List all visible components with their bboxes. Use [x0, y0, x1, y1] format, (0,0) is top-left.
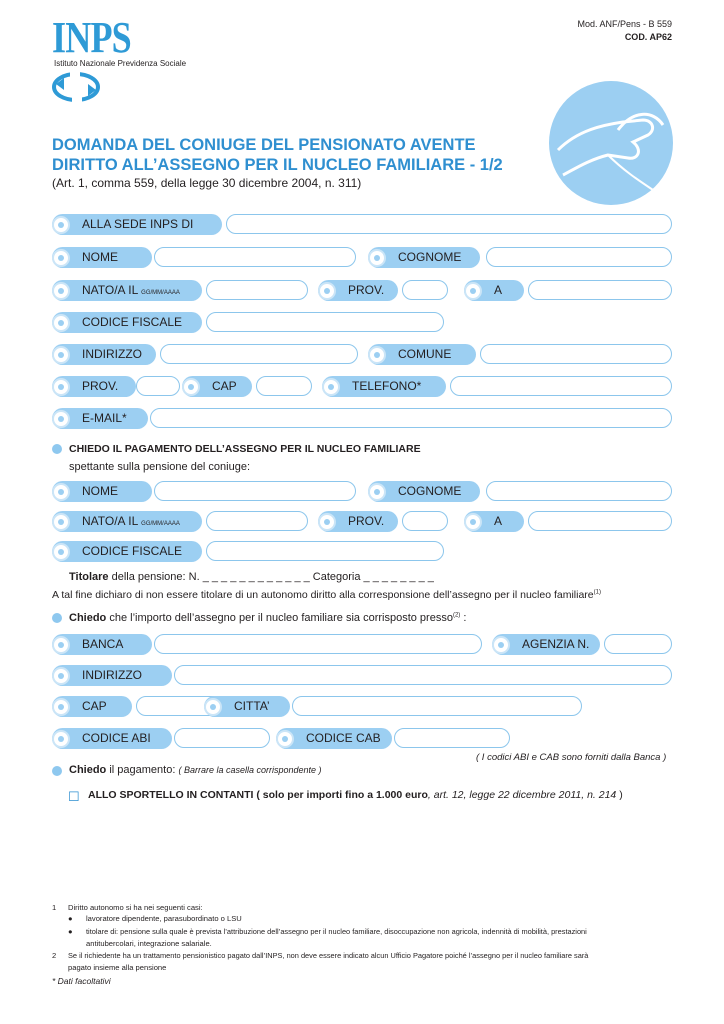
spouse-prov-field[interactable]: [402, 511, 448, 531]
label-abi: CODICE ABI: [52, 728, 172, 749]
label-spouse-codice-fiscale: CODICE FISCALE: [52, 541, 202, 562]
label-knob-icon: [464, 282, 482, 300]
label-comune: COMUNE: [368, 344, 476, 365]
label-knob-icon: [52, 216, 70, 234]
request-heading: CHIEDO IL PAGAMENTO DELL’ASSEGNO PER IL NUCLEO FAMILIARE: [69, 443, 421, 455]
label-cognome: COGNOME: [368, 247, 480, 268]
label-knob-icon: [204, 698, 222, 716]
label-knob-icon: [368, 249, 386, 267]
spouse-cognome-field[interactable]: [486, 481, 672, 501]
label-knob-icon: [52, 730, 70, 748]
form-title: DOMANDA DEL CONIUGE DEL PENSIONATO AVENTE DIRITTO ALL’ASSEGNO PER IL NUCLEO FAMILIARE - 1/2: [52, 136, 503, 174]
sportello-checkbox[interactable]: ☐: [68, 789, 80, 804]
request-sub: spettante sulla pensione del coniuge:: [69, 461, 251, 473]
footnote-2-text: Se il richiedente ha un trattamento pensionistico pagato dall’INPS, non deve essere indicato alcun Ufficio Pagatore poiché l’assegno per il nucleo familiare sarà: [68, 951, 589, 960]
label-indirizzo: INDIRIZZO: [52, 344, 156, 365]
indirizzo-field[interactable]: [160, 344, 358, 364]
label-knob-icon: [52, 483, 70, 501]
label-banca: BANCA: [52, 634, 152, 655]
bullet-dot-icon: ●: [68, 914, 73, 923]
label-agenzia: AGENZIA N.: [492, 634, 600, 655]
label-knob-icon: [368, 483, 386, 501]
label-knob-icon: [52, 513, 70, 531]
footnote-1-bullet-2-cont: antitubercolari, integrazione salariale.: [86, 939, 212, 948]
sede-field[interactable]: [226, 214, 672, 234]
label-knob-icon: [52, 543, 70, 561]
label-a: A: [464, 280, 524, 301]
bank-indirizzo-field[interactable]: [174, 665, 672, 685]
label-knob-icon: [368, 346, 386, 364]
spouse-codice-fiscale-field[interactable]: [206, 541, 444, 561]
sportello-option: ALLO SPORTELLO IN CONTANTI ( solo per importi fino a 1.000 euro, art. 12, legge 22 dicembre 2011, n. 214 ): [88, 789, 623, 801]
label-nome: NOME: [52, 247, 152, 268]
email-field[interactable]: [150, 408, 672, 428]
prov-field[interactable]: [402, 280, 448, 300]
section-bullet-icon: [52, 766, 62, 776]
abi-field[interactable]: [174, 728, 270, 748]
label-prov: PROV.: [318, 280, 398, 301]
birth-date-field[interactable]: [206, 280, 308, 300]
agenzia-field[interactable]: [604, 634, 672, 654]
label-knob-icon: [276, 730, 294, 748]
label-knob-icon: [464, 513, 482, 531]
label-knob-icon: [52, 314, 70, 332]
footnote-1-text: Diritto autonomo si ha nei seguenti casi:: [68, 903, 203, 912]
cap-field[interactable]: [256, 376, 312, 396]
footnote-1-bullet-1: lavoratore dipendente, parasubordinato o LSU: [86, 914, 242, 923]
titolare-line: Titolare della pensione: N. _ _ _ _ _ _ _ _ _ _ _ _ Categoria _ _ _ _ _ _ _ _: [69, 571, 434, 583]
form-subtitle: (Art. 1, comma 559, della legge 30 dicembre 2004, n. 311): [52, 176, 362, 190]
citta-field[interactable]: [292, 696, 582, 716]
label-knob-icon: [52, 410, 70, 428]
declaration: A tal fine dichiaro di non essere titolare di un autonomo diritto alla corresponsione dell’assegno per il nucleo familiare$^{(1)}$: [52, 589, 601, 601]
label-knob-icon: [52, 667, 70, 685]
label-prov-2: PROV.: [52, 376, 136, 397]
section-bullet-icon: [52, 613, 62, 623]
footnote-1-bullet-2: titolare di: pensione sulla quale è prevista l’attribuzione dell’assegno per il nucleo familiare, disoccupazione non agricola, indennità di mobilità, prestazioni: [86, 927, 587, 936]
label-knob-icon: [52, 378, 70, 396]
label-cap: CAP: [182, 376, 252, 397]
abi-cab-note: ( I codici ABI e CAB sono forniti dalla Banca ): [476, 752, 667, 763]
spouse-birth-place-field[interactable]: [528, 511, 672, 531]
telefono-field[interactable]: [450, 376, 672, 396]
prov-2-field[interactable]: [136, 376, 180, 396]
label-knob-icon: [52, 698, 70, 716]
spouse-nome-field[interactable]: [154, 481, 356, 501]
model-code: Mod. ANF/Pens - B 559 COD. AP62: [577, 19, 672, 42]
label-spouse-a: A: [464, 511, 524, 532]
payment-line: Chiedo il pagamento: ( Barrare la casella corrispondente ): [69, 764, 322, 776]
label-telefono: TELEFONO*: [322, 376, 446, 397]
label-knob-icon: [52, 282, 70, 300]
logo-subtitle: Istituto Nazionale Previdenza Sociale: [54, 59, 187, 68]
label-sede: ALLA SEDE INPS DI: [52, 214, 222, 235]
footnote-2-number: 2: [52, 951, 57, 960]
label-email: E-MAIL*: [52, 408, 148, 429]
inps-logo: INPS: [52, 13, 131, 62]
comune-field[interactable]: [480, 344, 672, 364]
label-codice-fiscale: CODICE FISCALE: [52, 312, 202, 333]
banca-field[interactable]: [154, 634, 482, 654]
label-spouse-nato: NATO/A IL GG/MM/AAAA: [52, 511, 202, 532]
label-cab: CODICE CAB: [276, 728, 392, 749]
label-bank-indirizzo: INDIRIZZO: [52, 665, 172, 686]
bullet-dot-icon: ●: [68, 927, 73, 936]
label-knob-icon: [318, 282, 336, 300]
footnote-1-number: 1: [52, 903, 57, 912]
optional-note: * Dati facoltativi: [52, 976, 111, 986]
inps-arrows-icon: [50, 70, 102, 104]
label-spouse-cognome: COGNOME: [368, 481, 480, 502]
label-knob-icon: [318, 513, 336, 531]
spouse-birth-date-field[interactable]: [206, 511, 308, 531]
hands-illustration-icon: [548, 80, 674, 206]
label-spouse-nome: NOME: [52, 481, 152, 502]
nome-field[interactable]: [154, 247, 356, 267]
label-nato: NATO/A IL GG/MM/AAAA: [52, 280, 202, 301]
label-knob-icon: [52, 636, 70, 654]
label-citta: CITTA’: [204, 696, 290, 717]
label-bank-cap: CAP: [52, 696, 132, 717]
label-knob-icon: [492, 636, 510, 654]
codice-fiscale-field[interactable]: [206, 312, 444, 332]
label-knob-icon: [52, 249, 70, 267]
label-spouse-prov: PROV.: [318, 511, 398, 532]
section-bullet-icon: [52, 444, 62, 454]
cab-field[interactable]: [394, 728, 510, 748]
chiedo-line: Chiedo che l’importo dell’assegno per il nucleo familiare sia corrisposto presso$^{(2)}$ :: [69, 612, 467, 624]
footnote-2-cont: pagato insieme alla pensione: [68, 963, 167, 972]
label-knob-icon: [322, 378, 340, 396]
label-knob-icon: [182, 378, 200, 396]
cognome-field[interactable]: [486, 247, 672, 267]
label-knob-icon: [52, 346, 70, 364]
birth-place-field[interactable]: [528, 280, 672, 300]
